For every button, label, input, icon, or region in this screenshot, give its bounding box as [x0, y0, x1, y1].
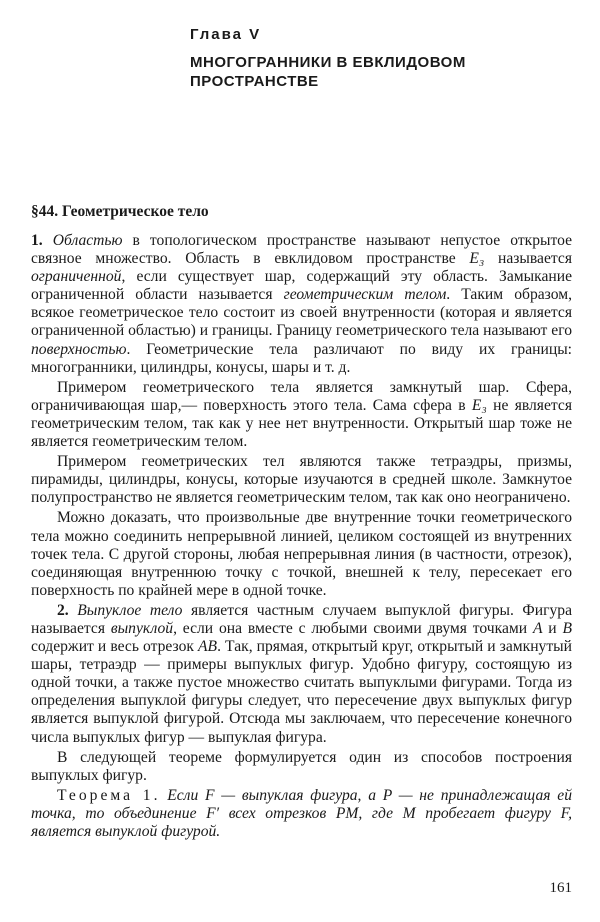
math-e3: E₃: [471, 396, 487, 414]
paragraph-1: 1. Областью в топологическом пространстве называют непустое открытое связное множество. Область в евклидовом пространстве E₃ называется ограниченной, если существует шар, содержащий эту область. Замыкание ограниченной области называется геометрическим телом. Таким образом, всякое геометрическое тело состоит из своей внутренности (которая и является ограниченной областью) и границы. Границу геометрического тела называют его поверхностью. Геометрические тела различают по виду их границы: многогранники, цилиндры, конусы, шары и т. д.: [31, 232, 573, 376]
item-number: 1.: [31, 232, 43, 249]
body-text: [31, 232, 572, 841]
item-number: 2.: [57, 601, 69, 619]
term-geometric-body: геометрическим телом: [283, 286, 447, 304]
chapter-label: Глава V: [190, 26, 262, 43]
math-a: A: [532, 619, 543, 637]
theorem-label: Теорема 1.: [57, 786, 161, 804]
term-surface: поверхностью: [31, 340, 127, 358]
math-ab: AB: [198, 638, 218, 656]
chapter-title: [190, 53, 466, 91]
math-b: B: [562, 619, 572, 637]
chapter-header: [190, 26, 466, 91]
chapter-title-line-1: МНОГОГРАННИКИ В ЕВКЛИДОВОМ: [190, 54, 466, 71]
chapter-title-line-2: ПРОСТРАНСТВЕ: [190, 73, 319, 90]
page-number: 161: [549, 880, 572, 896]
paragraph-6: В следующей теореме формулируется один из способов построения выпуклых фигур.: [31, 748, 572, 784]
paragraph-5: 2. Выпуклое тело является частным случаем выпуклой фигуры. Фигура называется выпуклой, если она вместе с любыми своими двумя точками A и B содержит и весь отрезок AB. Так, прямая, открытый круг, открытый и замкнутый шары, тетраэдр — примеры выпуклых фигур. Удобно фигуру, состоящую из одной точки, а также пустое множество считать выпуклыми фигурами. Тогда из определения выпуклой фигуры следует, что пересечение двух выпуклых фигур является выпуклой фигурой. Отсюда мы заключаем, что пересечение конечного числа выпуклых фигур — выпуклая фигура.: [31, 601, 573, 746]
section-heading: §44. Геометрическое тело: [31, 203, 209, 220]
paragraph-2: Примером геометрического тела является замкнутый шар. Сфера, ограничивающая шар,— поверхность этого тела. Сама сфера в E₃ не является геометрическим телом, так как у нее нет внутренности. Открытый шар тоже не является геометрическим телом.: [31, 378, 573, 451]
math-e3: E₃: [469, 250, 485, 268]
paragraph-3: Примером геометрических тел являются также тетраэдры, призмы, пирамиды, цилиндры, конусы, которые изучаются в средней школе. Замкнутое полупространство не является геометрическим телом, так как оно неограничено.: [31, 453, 572, 507]
term-bounded: ограниченной: [31, 268, 122, 286]
paragraph-4: Можно доказать, что произвольные две внутренние точки геометрического тела можно соединить непрерывной линией, целиком состоящей из внутренних точек тела. С другой стороны, любая непрерывная линия (в частности, отрезок), соединяющая внутреннюю точку с точкой, внешней к телу, пересекает его поверхность по крайней мере в одной точке.: [31, 509, 572, 599]
term-oblast: Областью: [52, 232, 123, 249]
theorem-1: [31, 787, 572, 841]
term-convex-body: Выпуклое тело: [77, 601, 183, 619]
theorem-statement: Если F — выпуклая фигура, а P — не принадлежащая ей точка, то объединение F′ всех отрезков PM, где M пробегает фигуру F, является выпуклой фигурой.: [31, 786, 572, 840]
term-convex: выпуклой: [110, 619, 174, 637]
